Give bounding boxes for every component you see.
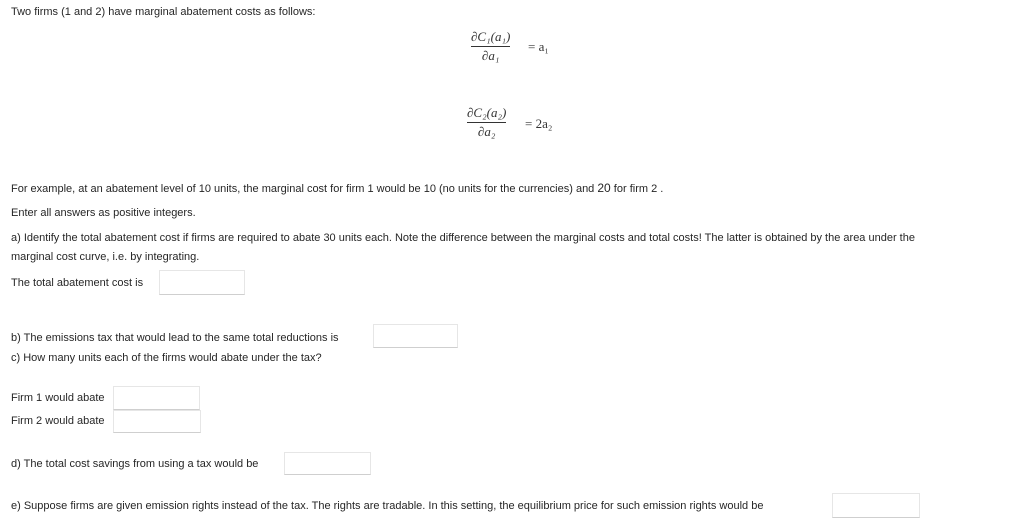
firm2-abate-input[interactable] — [113, 410, 201, 433]
eq2-rhs: = 2a₂ — [525, 116, 553, 131]
price-input[interactable] — [832, 493, 920, 518]
eq1-numerator: ∂C₁(a₁) — [471, 29, 511, 44]
eq1-denominator: ∂a₁ — [481, 48, 500, 63]
firm2-label: Firm 2 would abate — [11, 415, 105, 427]
part-a-line2: marginal cost curve, i.e. by integrating. — [11, 251, 200, 263]
eq2-fraction-bar — [467, 122, 506, 123]
part-b-label: b) The emissions tax that would lead to the same total reductions is — [11, 332, 339, 344]
eq2-denominator: ∂a₂ — [477, 124, 496, 139]
part-a-label: The total abatement cost is — [11, 277, 144, 289]
intro-text: Two firms (1 and 2) have marginal abatement costs as follows: — [11, 6, 316, 18]
savings-input[interactable] — [284, 452, 371, 475]
example-value: 20 — [597, 181, 611, 195]
firm1-label: Firm 1 would abate — [11, 392, 105, 404]
tax-input[interactable] — [373, 324, 458, 348]
example-tail: for firm 2 . — [613, 183, 664, 195]
part-d-label: d) The total cost savings from using a tax would be — [11, 458, 259, 470]
part-a-line1: a) Identify the total abatement cost if firms are required to abate 30 units each. Note the difference between the marginal costs and total costs! The latter is obtained by the area under the — [11, 232, 915, 244]
eq1-fraction-bar — [471, 46, 510, 47]
example-line — [11, 181, 663, 196]
example-text: For example, at an abatement level of 10 units, the marginal cost for firm 1 would be 10 (no units for the currencies) and — [11, 183, 595, 195]
firm1-abate-input[interactable] — [113, 386, 200, 410]
part-e-label: e) Suppose firms are given emission rights instead of the tax. The rights are tradable. In this setting, the equilibrium price for such emission rights would be — [11, 500, 764, 512]
instructions-text: Enter all answers as positive integers. — [11, 207, 196, 219]
part-c-label: c) How many units each of the firms would abate under the tax? — [11, 352, 322, 364]
eq1-rhs: = a₁ — [528, 39, 549, 54]
eq2-numerator: ∂C₂(a₂) — [467, 105, 507, 120]
total-cost-input[interactable] — [159, 270, 245, 295]
